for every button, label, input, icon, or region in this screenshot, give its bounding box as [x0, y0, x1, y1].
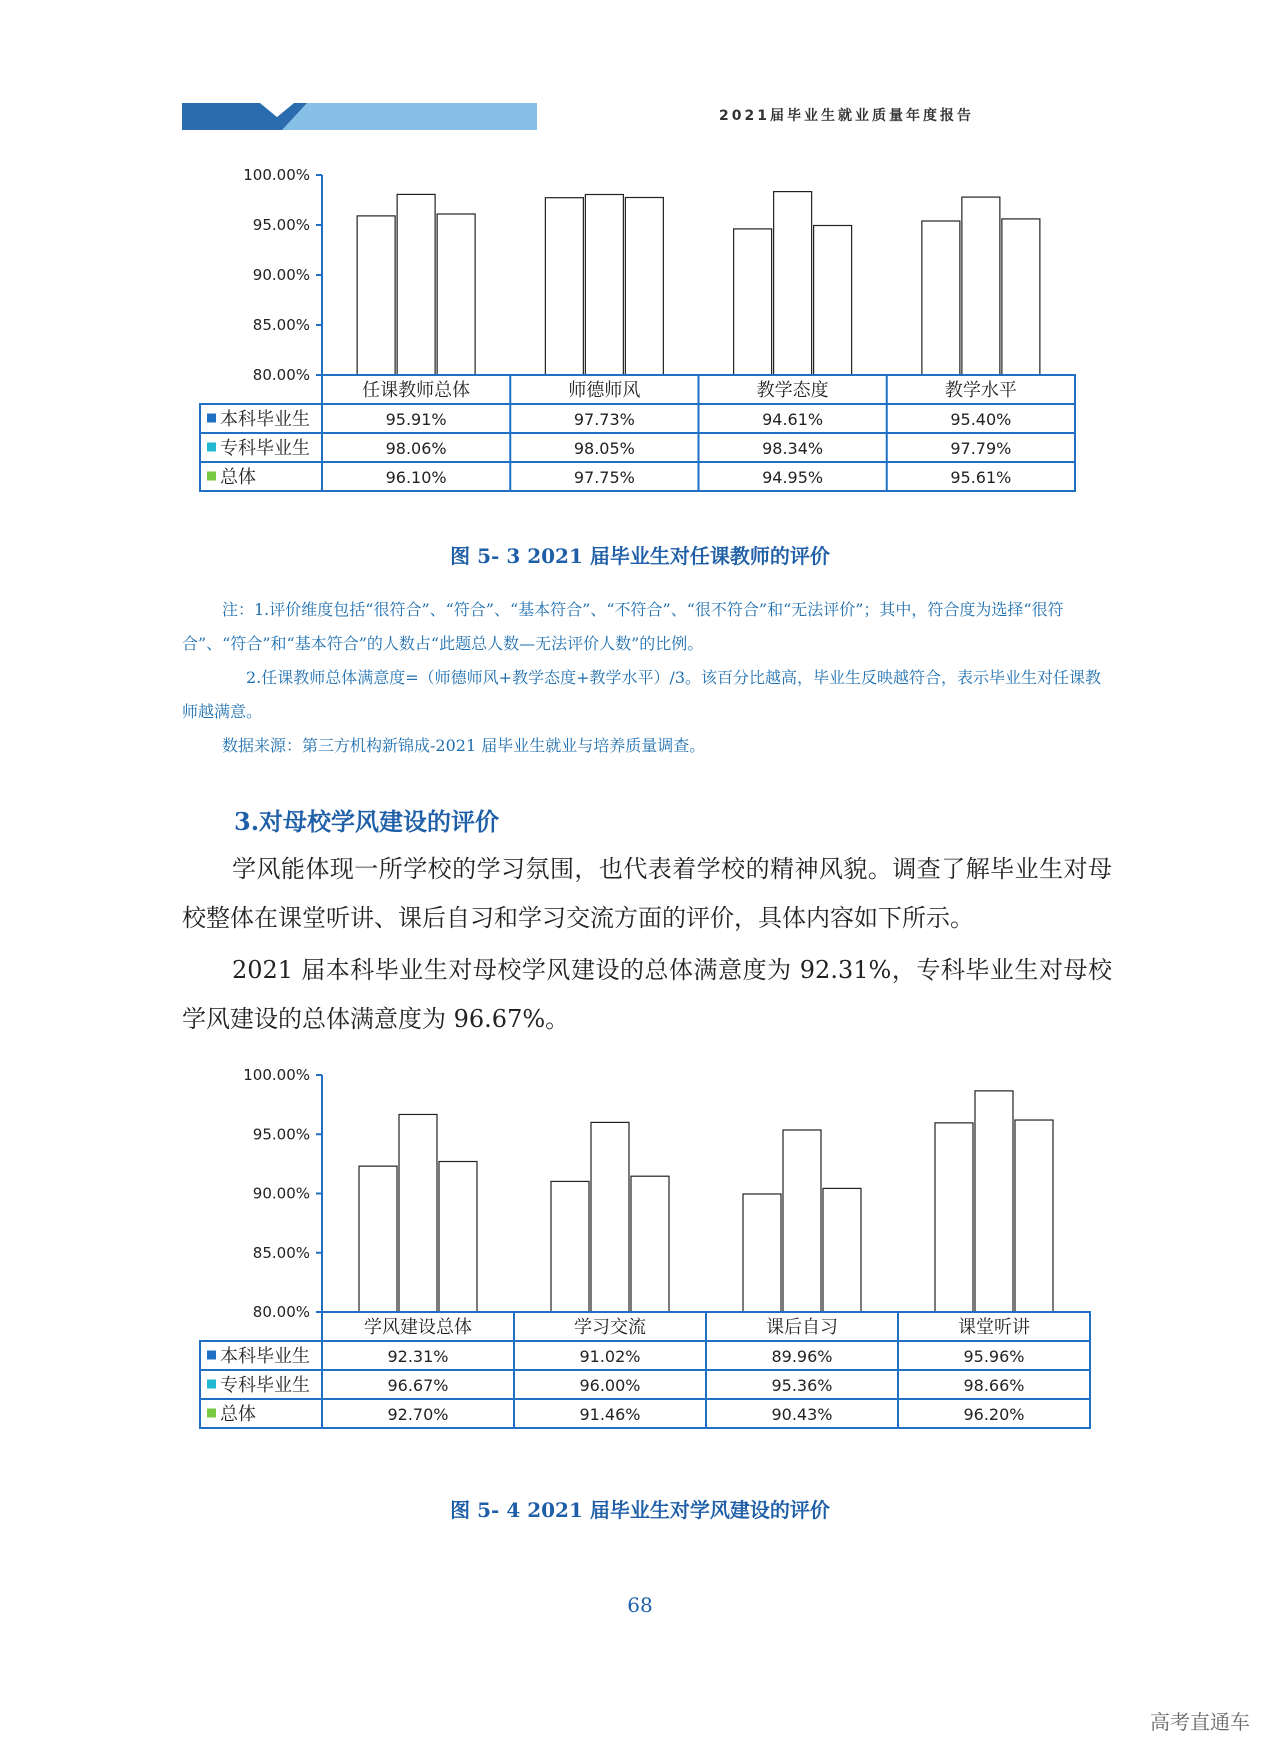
- chart-2-svg: [0, 1060, 1280, 1430]
- data-label: 96.67%: [387, 1376, 449, 1395]
- category-label: 教学水平: [944, 380, 1017, 401]
- data-label: 92.70%: [387, 1405, 449, 1424]
- bar: [823, 1188, 861, 1312]
- y-tick-label: 90.00%: [252, 266, 310, 284]
- bar: [922, 221, 960, 375]
- data-label: 96.20%: [963, 1405, 1025, 1424]
- category-label: 学风建设总体: [364, 1317, 472, 1338]
- bar: [357, 216, 395, 375]
- table-border: [200, 1341, 1090, 1428]
- y-tick-label: 85.00%: [252, 316, 310, 334]
- bar: [743, 1194, 781, 1312]
- chart-teacher-evaluation: [0, 160, 1280, 500]
- figure-caption-2: 图 5- 4 2021 届毕业生对学风建设的评价: [450, 1498, 830, 1522]
- data-label: 91.46%: [579, 1405, 641, 1424]
- bar: [935, 1123, 973, 1312]
- data-label: 95.36%: [771, 1376, 833, 1395]
- bar: [631, 1176, 669, 1312]
- data-label: 95.61%: [950, 468, 1012, 487]
- data-label: 98.66%: [963, 1376, 1025, 1395]
- data-label: 92.31%: [387, 1347, 449, 1366]
- bar: [397, 194, 435, 375]
- y-tick-label: 90.00%: [252, 1184, 310, 1203]
- category-label: 教学态度: [756, 380, 829, 401]
- bar: [783, 1130, 821, 1312]
- figure-caption-1: 图 5- 3 2021 届毕业生对任课教师的评价: [450, 544, 830, 568]
- data-label: 95.40%: [950, 410, 1012, 429]
- bar: [399, 1114, 437, 1312]
- section-title: 3.对母校学风建设的评价: [234, 807, 500, 836]
- legend-label: 本科毕业生: [220, 409, 310, 430]
- data-label: 97.79%: [950, 439, 1012, 458]
- bar: [439, 1162, 477, 1312]
- notes-block: [182, 593, 1112, 763]
- y-tick-label: 80.00%: [252, 366, 310, 384]
- y-tick-label: 100.00%: [243, 1066, 310, 1084]
- y-tick-label: 95.00%: [252, 216, 310, 234]
- page-number: 68: [627, 1593, 653, 1617]
- category-label: 课后自习: [766, 1317, 838, 1338]
- bar: [591, 1122, 629, 1312]
- paragraph-1: 学风能体现一所学校的学习氛围，也代表着学校的精神风貌。调查了解毕业生对母校整体在课堂听讲、课后自习和学习交流方面的评价，具体内容如下所示。: [182, 855, 1112, 932]
- data-label: 98.05%: [573, 439, 635, 458]
- bar: [734, 229, 772, 375]
- legend-swatch: [207, 1409, 216, 1418]
- data-label: 91.02%: [579, 1347, 641, 1366]
- note-line-1: 注：1.评价维度包括“很符合”、“符合”、“基本符合”、“不符合”、“很不符合”和“无法评价”；其中，符合度为选择“很符合”、“符合”和“基本符合”的人数占“此题总人数—无法评价人数”的比例。: [182, 600, 1064, 653]
- note-line-2: 2.任课教师总体满意度=（师德师风+教学态度+教学水平）/3。该百分比越高，毕业生反映越符合，表示毕业生对任课教师越满意。: [182, 668, 1102, 721]
- data-label: 89.96%: [771, 1347, 833, 1366]
- note-source: 数据来源：第三方机构新锦成-2021 届毕业生就业与培养质量调查。: [222, 736, 706, 755]
- category-label: 学习交流: [574, 1317, 646, 1338]
- data-label: 96.00%: [579, 1376, 641, 1395]
- category-label: 课堂听讲: [958, 1317, 1030, 1338]
- chart-1-svg: [0, 160, 1280, 500]
- bar: [1002, 219, 1040, 375]
- data-label: 96.10%: [385, 468, 447, 487]
- bar: [814, 226, 852, 376]
- bar: [774, 192, 812, 375]
- bar: [975, 1091, 1013, 1312]
- header-band-logo: [182, 103, 537, 130]
- legend-label: 专科毕业生: [220, 1375, 310, 1396]
- data-label: 98.06%: [385, 439, 447, 458]
- y-tick-label: 95.00%: [252, 1125, 310, 1144]
- bar: [551, 1181, 589, 1312]
- data-label: 94.95%: [762, 468, 824, 487]
- bar: [437, 214, 475, 375]
- chart-study-style-evaluation: [0, 1060, 1280, 1430]
- y-tick-label: 80.00%: [252, 1303, 310, 1321]
- bar: [962, 197, 1000, 375]
- legend-swatch: [207, 472, 216, 481]
- data-label: 94.61%: [762, 410, 824, 429]
- y-tick-label: 100.00%: [243, 166, 310, 184]
- data-label: 90.43%: [771, 1405, 833, 1424]
- legend-swatch: [207, 1351, 216, 1360]
- legend-swatch: [207, 443, 216, 452]
- legend-label: 本科毕业生: [220, 1346, 310, 1367]
- bar: [625, 198, 663, 376]
- report-title: 2021届毕业生就业质量年度报告: [719, 108, 974, 124]
- legend-label: 总体: [220, 1404, 256, 1425]
- legend-swatch: [207, 414, 216, 423]
- bar: [545, 198, 583, 375]
- table-border: [200, 404, 1075, 491]
- bar: [585, 195, 623, 376]
- bar: [359, 1166, 397, 1312]
- bar: [1015, 1120, 1053, 1312]
- data-label: 98.34%: [762, 439, 824, 458]
- data-label: 97.75%: [573, 468, 635, 487]
- paragraph-2: 2021 届本科毕业生对母校学风建设的总体满意度为 92.31%，专科毕业生对母校学风建设的总体满意度为 96.67%。: [182, 956, 1112, 1033]
- category-label: 师德师风: [568, 380, 641, 401]
- data-label: 95.91%: [385, 410, 447, 429]
- watermark: 高考直通车: [1150, 1710, 1250, 1734]
- category-label: 任课教师总体: [362, 380, 471, 401]
- y-tick-label: 85.00%: [252, 1243, 310, 1262]
- legend-swatch: [207, 1380, 216, 1389]
- legend-label: 总体: [220, 467, 256, 488]
- data-label: 95.96%: [963, 1347, 1025, 1366]
- legend-label: 专科毕业生: [220, 438, 310, 459]
- data-label: 97.73%: [573, 410, 635, 429]
